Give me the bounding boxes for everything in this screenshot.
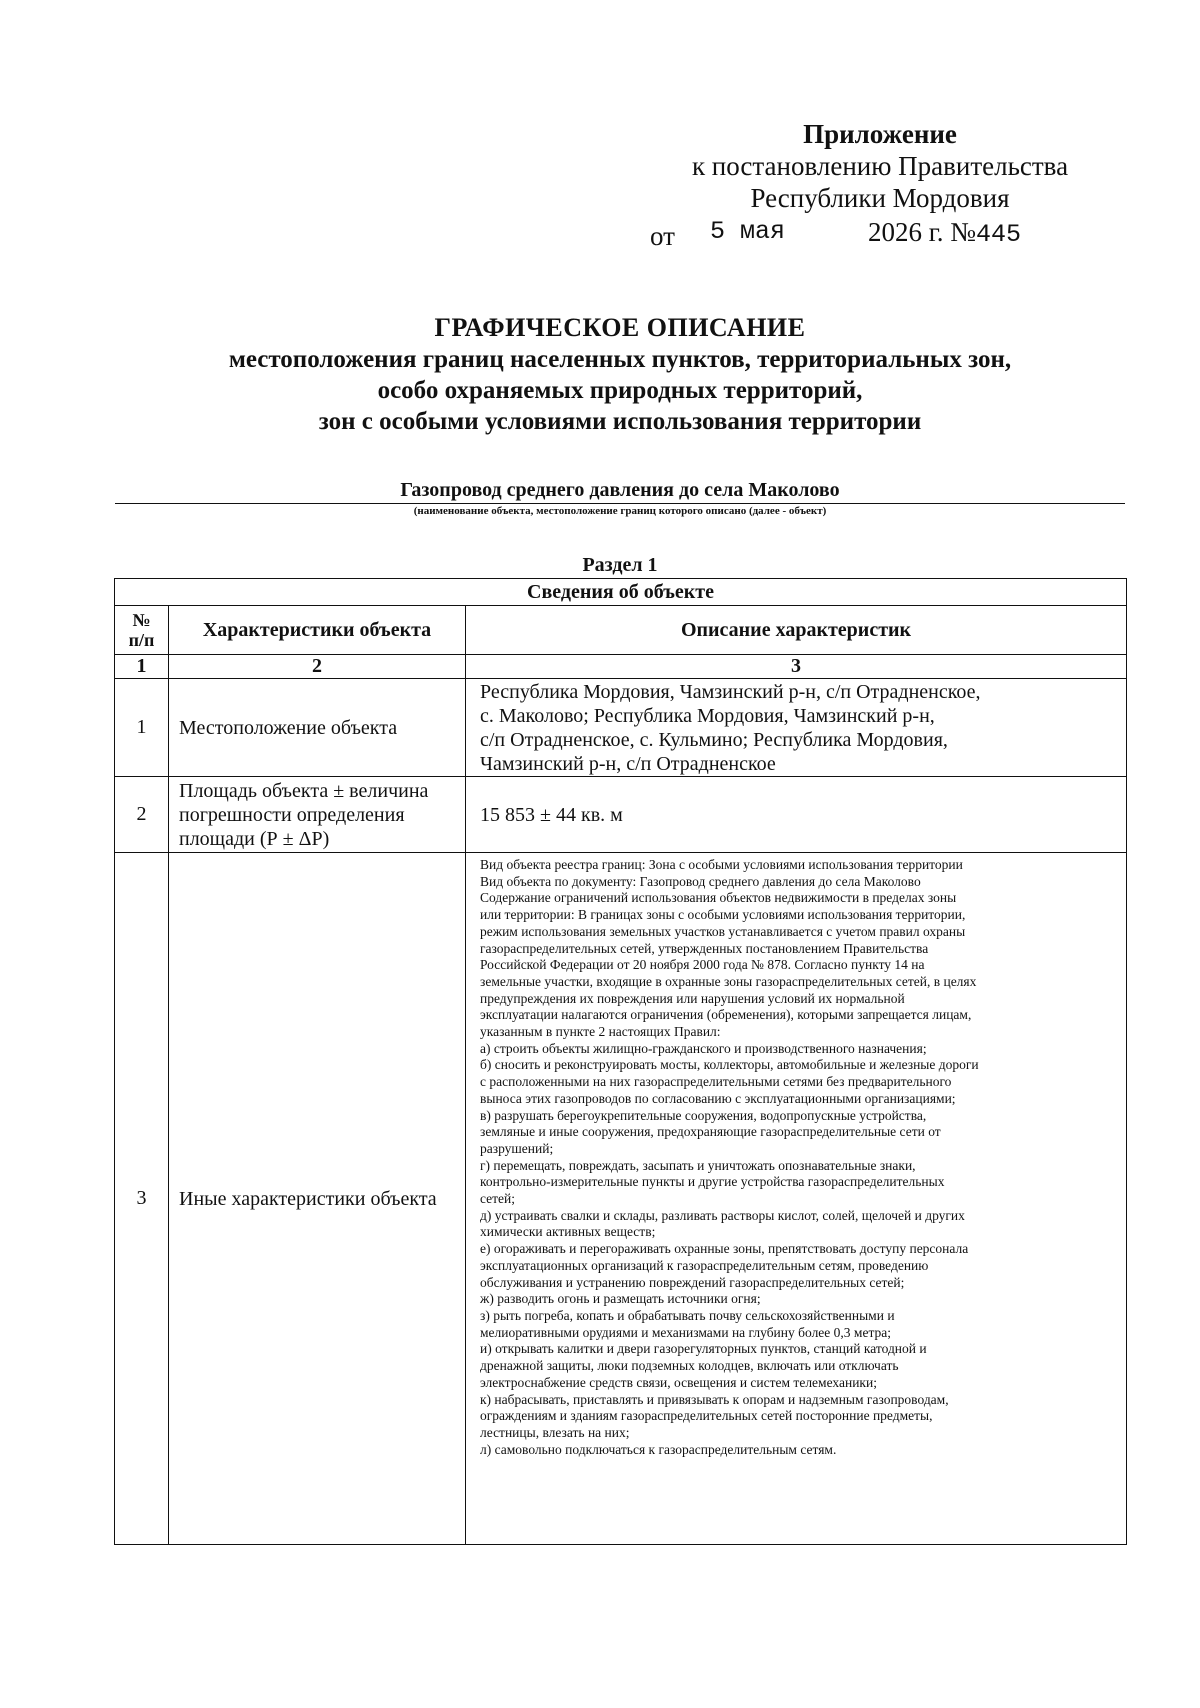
row-number: 3 xyxy=(115,853,169,1545)
description-line: Вид объекта по документу: Газопровод среднего давления до села Маколово xyxy=(480,873,921,889)
description-line: обслуживания и устранению повреждений газораспределительных сетей; xyxy=(480,1274,905,1290)
description-line: г) перемещать, повреждать, засыпать и уничтожать опознавательные знаки, xyxy=(480,1157,916,1173)
description-line: земляные и иные сооружения, предохраняющие газораспределительные сети от xyxy=(480,1124,941,1140)
description-line: д) устраивать свалки и склады, разливать растворы кислот, солей, щелочей и других xyxy=(480,1207,965,1223)
table-row xyxy=(115,679,1127,777)
decree-number: 445 xyxy=(976,220,1022,249)
description-line: выноса этих газопроводов по согласованию с эксплуатационными организациями; xyxy=(480,1090,956,1106)
appendix-line-2: Республики Мордовия xyxy=(750,183,1010,213)
characteristic-line: погрешности определения xyxy=(179,803,405,826)
description-line: с расположенными на них газораспределительными сетями без предварительного xyxy=(480,1074,952,1090)
row-number: 2 xyxy=(115,777,169,853)
description-line: разрушений; xyxy=(480,1140,554,1156)
description-line: или территории: В границах зоны с особыми условиями использования территории, xyxy=(480,907,966,923)
description-line: с/п Отрадненское, с. Кульмино; Республика Мордовия, xyxy=(480,728,948,751)
row-description xyxy=(466,853,1127,1545)
table-row xyxy=(115,777,1127,853)
description-line: с. Маколово; Республика Мордовия, Чамзинский р-н, xyxy=(480,704,935,727)
row-characteristic: Иные характеристики объекта xyxy=(169,853,466,1545)
date-year: 2026 г. № xyxy=(868,217,977,247)
description-line: Содержание ограничений использования объектов недвижимости в пределах зоны xyxy=(480,890,957,906)
description-line: а) строить объекты жилищно-гражданского и производственного назначения; xyxy=(480,1040,927,1056)
description-line: земельные участки, входящие в охранные зоны газораспределительных сетей, в целях xyxy=(480,973,977,989)
appendix-block xyxy=(650,118,1110,250)
description-line: ж) разводить огонь и размещать источники огня; xyxy=(480,1291,761,1307)
description-line: лестницы, влезать на них; xyxy=(480,1424,630,1440)
object-name-note: (наименование объекта, местоположение границ которого описано (далее - объект) xyxy=(413,505,827,517)
description-line: б) сносить и реконструировать мосты, коллекторы, автомобильные и железные дороги xyxy=(480,1057,979,1073)
table-row xyxy=(115,853,1127,1545)
heading-line-1: местоположения границ населенных пунктов, территориальных зон, xyxy=(228,346,1012,373)
section-title: Раздел 1 xyxy=(582,554,658,576)
description-line: эксплуатационных организаций к газораспределительным сетям, проведению xyxy=(480,1257,929,1273)
characteristic-line: Площадь объекта ± величина xyxy=(179,779,429,802)
description-line: дренажной защиты, люки подземных колодцев, включать или отключать xyxy=(480,1358,899,1374)
table-caption: Сведения об объекте xyxy=(115,579,1127,606)
appendix-dateline xyxy=(650,216,1110,250)
column-number-2: 2 xyxy=(169,655,466,679)
description-line: газораспределительных сетей, утвержденных постановлением Правительства xyxy=(480,940,929,956)
description-line: в) разрушать берегоукрепительные сооружения, водопропускные устройства, xyxy=(480,1107,927,1123)
header-number xyxy=(115,606,169,655)
description-line: з) рыть погреба, копать и обрабатывать почву сельскохозяйственными и xyxy=(480,1307,895,1323)
header-number-top: № xyxy=(132,610,151,630)
description-line: Республика Мордовия, Чамзинский р-н, с/п Отрадненское, xyxy=(480,680,981,703)
header-characteristics: Характеристики объекта xyxy=(169,606,466,655)
description-line: эксплуатации налагаются ограничения (обременения), которыми запрещается лицам, xyxy=(480,1007,972,1023)
object-name-block xyxy=(115,478,1125,518)
description-line: указанным в пункте 2 настоящих Правил: xyxy=(480,1024,721,1040)
description-line: Вид объекта реестра границ: Зона с особыми условиями использования территории xyxy=(480,857,963,872)
description-line: ограждениям и зданиям газораспределительных сетей посторонние предметы, xyxy=(480,1408,933,1424)
appendix-title: Приложение xyxy=(803,119,957,149)
object-info-table xyxy=(114,578,1127,1545)
row-description: 15 853 ± 44 кв. м xyxy=(466,777,1127,853)
row-number: 1 xyxy=(115,679,169,777)
description-line: Российской Федерации от 20 ноября 2000 года № 878. Согласно пункту 14 на xyxy=(480,957,925,973)
description-line: контрольно-измерительные пункты и другие устройства газораспределительных xyxy=(480,1174,945,1190)
description-line: мелиоративными орудиями и механизмами на глубину более 0,3 метра; xyxy=(480,1324,892,1340)
description-line: электроснабжение средств связи, освещения и систем телемеханики; xyxy=(480,1374,877,1390)
column-number-1: 1 xyxy=(115,655,169,679)
heading-line-3: зон с особыми условиями использования территории xyxy=(318,408,922,435)
appendix-line-1: к постановлению Правительства xyxy=(691,151,1069,181)
header-number-bottom: п/п xyxy=(128,630,155,650)
description-line: предупреждения их повреждения или нарушения условий их нормальной xyxy=(480,990,905,1006)
description-line: е) огораживать и перегораживать охранные зоны, препятствовать доступу персонала xyxy=(480,1241,969,1257)
heading-title: ГРАФИЧЕСКОЕ ОПИСАНИЕ xyxy=(434,313,806,342)
row-characteristic: Местоположение объекта xyxy=(169,679,466,777)
heading-line-2: особо охраняемых природных территорий, xyxy=(377,377,863,404)
description-line: режим использования земельных участков устанавливается с учетом правил охраны xyxy=(480,923,966,939)
description-line: Чамзинский р-н, с/п Отрадненское xyxy=(480,752,776,775)
description-line: к) набрасывать, приставлять и привязывать к опорам и надземным газопроводам, xyxy=(480,1391,949,1407)
description-line: и) открывать калитки и двери газорегуляторных пунктов, станций катодной и xyxy=(480,1341,927,1357)
date-prefix: от xyxy=(650,221,675,251)
description-line: сетей; xyxy=(480,1191,516,1207)
column-number-3: 3 xyxy=(466,655,1127,679)
document-heading xyxy=(110,312,1130,437)
characteristic-line: площади (Р ± ΔР) xyxy=(179,827,330,850)
row-description xyxy=(466,679,1127,777)
date-year-number xyxy=(868,216,1021,251)
object-name: Газопровод среднего давления до села Маколово xyxy=(400,479,840,501)
header-description: Описание характеристик xyxy=(466,606,1127,655)
description-line: химически активных веществ; xyxy=(480,1224,656,1240)
description-line: л) самовольно подключаться к газораспределительным сетям. xyxy=(480,1441,837,1457)
row-characteristic xyxy=(169,777,466,853)
date-day: 5 мая xyxy=(710,217,786,246)
